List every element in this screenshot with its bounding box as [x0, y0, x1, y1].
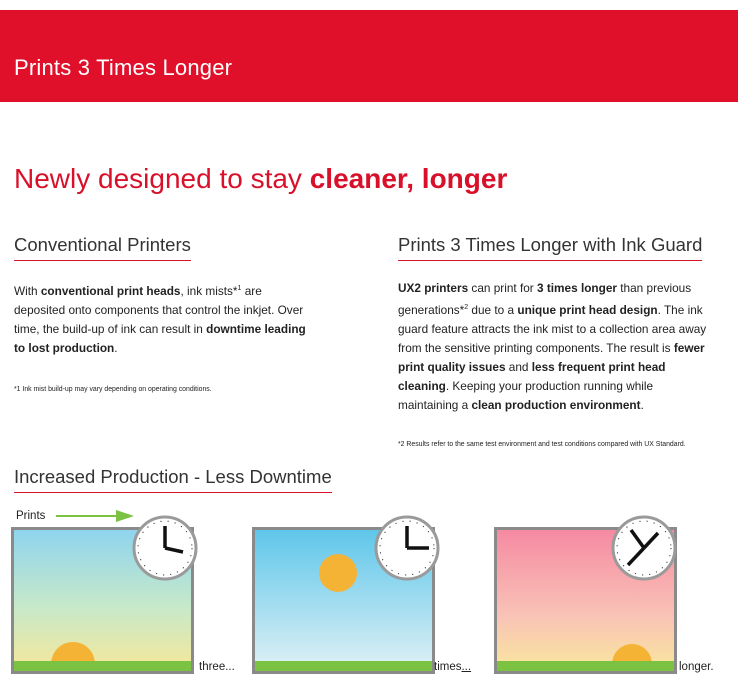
caption-three: three...: [199, 661, 235, 673]
banner-title: Prints 3 Times Longer: [14, 55, 233, 80]
inkguard-text-5: and: [505, 359, 532, 374]
caption-times-ellipsis: ...: [461, 661, 472, 673]
heading-emphasis: cleaner, longer: [309, 163, 508, 194]
sun-icon: [319, 554, 357, 592]
inkguard-bold-3: unique print head design: [517, 302, 658, 317]
page-heading: [14, 163, 507, 195]
conventional-text-1: With: [14, 283, 41, 298]
clock-icon: [374, 515, 440, 581]
inkguard-text-7: .: [640, 397, 644, 412]
inkguard-bold-2: 3 times longer: [537, 281, 617, 295]
prints-label: Prints: [16, 510, 46, 522]
conventional-bold-2: downtime leading to lost production: [14, 321, 306, 355]
heading-prefix: Newly designed to stay: [14, 163, 310, 194]
inkguard-footnote: *2 Results refer to the same test environment and test conditions compared with UX Standard.: [398, 441, 686, 448]
conventional-title: Conventional Printers: [14, 234, 191, 261]
inkguard-text-4: . The ink guard feature attracts the ink mist to a collection area away from the sensitive printing components. The result is: [398, 302, 707, 355]
inkguard-text-3: due to a: [468, 302, 518, 317]
clock-icon: [132, 515, 198, 581]
conventional-text-2: , ink mists*: [180, 283, 238, 298]
caption-times-word: times: [434, 661, 462, 673]
header-banner: [0, 10, 738, 102]
conventional-text-3: are deposited onto components that control the inkjet. Over time, the build-up of ink can result in: [14, 283, 304, 336]
conventional-footnote: *1 Ink mist build-up may vary depending on operating conditions.: [14, 386, 212, 393]
inkguard-text-6: . Keeping your production running while maintaining a: [398, 378, 654, 412]
inkguard-bold-6: clean production environment: [471, 397, 641, 412]
conventional-bold-1: conventional print heads: [40, 283, 181, 298]
caption-times: [434, 661, 471, 673]
caption-longer: longer.: [679, 661, 714, 673]
arrow-right-icon: [56, 510, 136, 522]
production-title: Increased Production - Less Downtime: [14, 466, 332, 493]
inkguard-title: Prints 3 Times Longer with Ink Guard: [398, 234, 702, 261]
conventional-text-4: .: [114, 340, 118, 355]
inkguard-bold-5: less frequent print head cleaning: [398, 359, 666, 393]
conventional-sup: 1: [237, 285, 242, 292]
conventional-text: [14, 279, 314, 358]
inkguard-text-2: than previous generations*: [398, 281, 692, 317]
inkguard-bold-4: fewer print quality issues: [398, 340, 705, 374]
inkguard-text: [398, 279, 716, 415]
inkguard-sup: 2: [464, 304, 469, 311]
clock-icon: [611, 515, 677, 581]
inkguard-text-1: can print for: [468, 281, 538, 295]
inkguard-bold-1: UX2 printers: [398, 281, 469, 295]
